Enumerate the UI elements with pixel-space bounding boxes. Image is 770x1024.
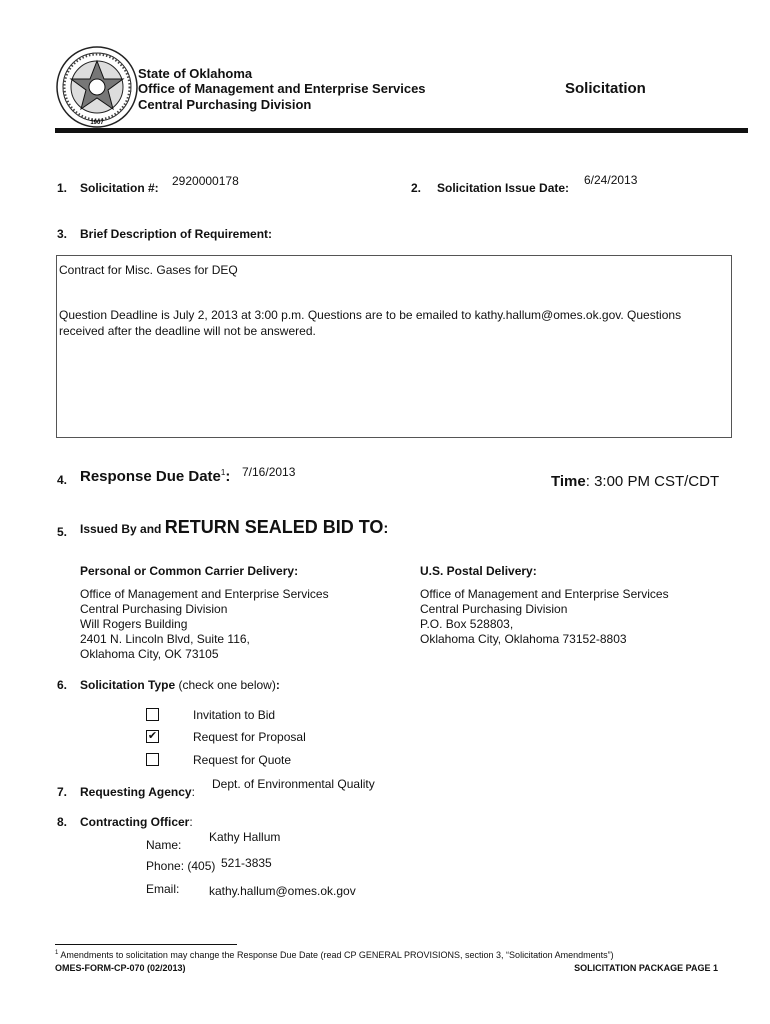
doc-title: Solicitation [565, 80, 646, 97]
issued-by-text: Issued By and [80, 522, 165, 536]
requesting-agency-value[interactable]: Dept. of Environmental Quality [212, 777, 375, 791]
address-line: P.O. Box 528803, [420, 617, 514, 631]
description-line-3: received after the deadline will not be answered. [59, 324, 316, 338]
requesting-agency-label [80, 785, 195, 799]
response-due-colon: : [225, 468, 231, 485]
request-for-proposal-checkbox[interactable] [146, 730, 159, 743]
address-line: Central Purchasing Division [80, 602, 228, 616]
field4-number: 4. [57, 473, 68, 487]
solicitation-number-label: Solicitation #: [80, 181, 159, 195]
description-box[interactable] [56, 255, 732, 438]
address-line: 2401 N. Lincoln Blvd, Suite 116, [80, 632, 250, 646]
field8-number: 8. [57, 815, 68, 829]
requesting-agency-colon: : [191, 785, 195, 799]
solicitation-number-value[interactable]: 2920000178 [172, 174, 239, 188]
personal-delivery-address [80, 587, 329, 662]
request-for-proposal-label: Request for Proposal [193, 730, 306, 744]
field2-number: 2. [411, 181, 422, 195]
time-label: Time [551, 473, 586, 490]
field6-number: 6. [57, 678, 68, 692]
address-line: Office of Management and Enterprise Services [420, 587, 669, 601]
footnote-mark: 1 [55, 950, 59, 956]
svg-text:1907: 1907 [90, 120, 104, 126]
solicitation-type-hint: (check one below) [175, 678, 276, 692]
page-label: SOLICITATION PACKAGE PAGE 1 [574, 963, 718, 973]
officer-email-label: Email: [146, 882, 180, 896]
officer-name-label: Name: [146, 838, 182, 852]
form-id: OMES-FORM-CP-070 (02/2013) [55, 963, 186, 973]
postal-delivery-title: U.S. Postal Delivery: [420, 564, 537, 578]
state-seal-logo [55, 45, 139, 129]
return-colon: : [383, 520, 389, 537]
response-due-date-text: Response Due Date [80, 468, 221, 485]
header-rule [55, 128, 748, 133]
address-line: Oklahoma City, Oklahoma 73152-8803 [420, 632, 627, 646]
contracting-officer-colon: : [189, 815, 193, 829]
issue-date-value[interactable]: 6/24/2013 [584, 173, 638, 187]
requesting-agency-text: Requesting Agency [80, 785, 192, 799]
address-line: Office of Management and Enterprise Services [80, 587, 329, 601]
footnote [55, 950, 755, 960]
footnote-text: Amendments to solicitation may change the Response Due Date (read CP GENERAL PROVISIONS, section 3, “Solicitation Amendments”) [58, 950, 614, 960]
footnote-rule [55, 944, 237, 945]
address-line: Central Purchasing Division [420, 602, 568, 616]
request-for-quote-label: Request for Quote [193, 753, 292, 767]
request-for-quote-checkbox[interactable] [146, 753, 159, 766]
issue-date-label: Solicitation Issue Date: [437, 181, 570, 195]
invitation-to-bid-label: Invitation to Bid [193, 708, 276, 722]
solicitation-type-colon: : [275, 678, 280, 692]
response-due-date-value[interactable]: 7/16/2013 [242, 465, 296, 479]
contracting-officer-text: Contracting Officer [80, 815, 190, 829]
return-sealed-bid-heading [80, 517, 388, 538]
return-sealed-bid-text: RETURN SEALED BID TO [164, 517, 384, 537]
field1-number: 1. [57, 181, 68, 195]
header-division: Central Purchasing Division [138, 97, 312, 112]
officer-phone-label: Phone: (405) [146, 859, 216, 873]
address-line: Will Rogers Building [80, 617, 188, 631]
field7-number: 7. [57, 785, 68, 799]
solicitation-type-label [80, 678, 280, 692]
officer-name-value[interactable]: Kathy Hallum [209, 830, 281, 844]
solicitation-type-text: Solicitation Type [80, 678, 176, 692]
personal-delivery-title: Personal or Common Carrier Delivery: [80, 564, 299, 578]
header-state: State of Oklahoma [138, 66, 253, 81]
time-field [551, 473, 719, 490]
postal-delivery-address [420, 587, 669, 647]
description-line-2: Question Deadline is July 2, 2013 at 3:00 p.m. Questions are to be emailed to kathy.hallum@omes.ok.gov. Questions [59, 308, 682, 322]
field5-number: 5. [57, 525, 68, 539]
description-label: Brief Description of Requirement: [80, 227, 273, 241]
description-line-1: Contract for Misc. Gases for DEQ [59, 263, 238, 277]
officer-email-value[interactable]: kathy.hallum@omes.ok.gov [209, 884, 356, 898]
footnote-ref: 1 [220, 468, 226, 477]
officer-phone-value[interactable]: 521-3835 [221, 856, 272, 870]
invitation-to-bid-checkbox[interactable] [146, 708, 159, 721]
field3-number: 3. [57, 227, 68, 241]
address-line: Oklahoma City, OK 73105 [80, 647, 219, 661]
header-office: Office of Management and Enterprise Services [138, 81, 426, 96]
time-value[interactable]: : 3:00 PM CST/CDT [585, 473, 720, 490]
check-mark-icon: ✔ [147, 730, 158, 742]
contracting-officer-label [80, 815, 193, 829]
response-due-date-label [80, 468, 230, 485]
